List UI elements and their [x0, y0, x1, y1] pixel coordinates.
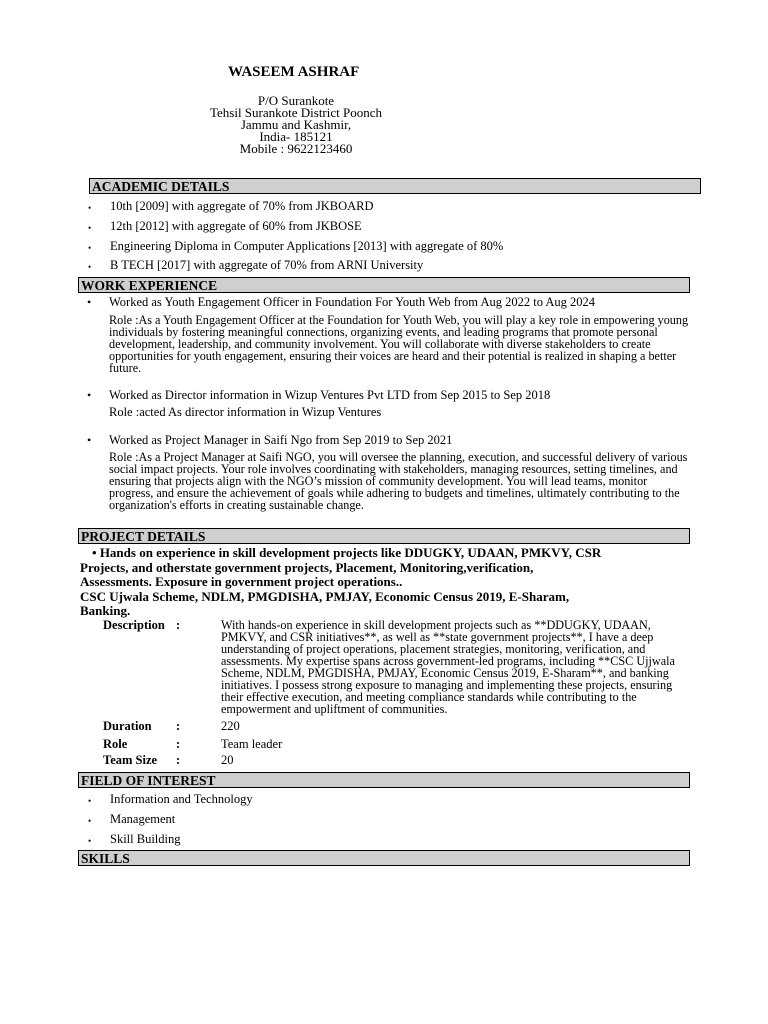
job-role-description: Role :acted As director information in Wizup Ventures: [109, 405, 382, 419]
section-heading-project: PROJECT DETAILS: [78, 528, 690, 544]
project-summary-line: Banking.: [80, 603, 131, 618]
bullet-icon: •: [88, 262, 92, 272]
field-colon: :: [176, 618, 181, 632]
bullet-icon: •: [87, 388, 92, 402]
address-line: Tehsil Surankote District Poonch: [209, 105, 383, 120]
academic-item: 12th [2012] with aggregate of 60% from JKBOSE: [110, 219, 362, 233]
project-description: With hands-on experience in skill development projects such as **DDUGKY, UDAAN, PMKVY, and CSR initiatives**, as well as **state government projects**, I have a deep understanding of project operations, placement strategies, monitoring, verification, and assessments. My expertise spans across government-led programs, including **CSC Ujjwala Scheme, NDLM, PMGDISHA, PMJAY, Economic Census 2019, E-Sharam**, and banking initiatives. I possess strong exposure to managing and implementing these projects, ensuring their effective execution, and meeting compliance standards while contributing to the empowerment and upliftment of communities.: [221, 618, 675, 716]
project-summary-text: Hands on experience in skill development projects like DDUGKY, UDAAN, PMKVY, CSR: [99, 545, 602, 560]
team-size-value: 20: [221, 753, 234, 767]
duration-value: 220: [221, 719, 240, 733]
interest-item: Information and Technology: [110, 792, 253, 806]
address-line: India- 185121: [259, 129, 333, 144]
field-colon: :: [176, 719, 181, 733]
field-colon: :: [176, 753, 181, 767]
job-title: Worked as Project Manager in Saifi Ngo from Sep 2019 to Sep 2021: [109, 433, 453, 447]
bullet-icon: •: [88, 816, 92, 826]
project-summary-line: Projects, and otherstate government projects, Placement, Monitoring,verification,: [80, 559, 534, 575]
candidate-name: WASEEM ASHRAF: [228, 64, 360, 80]
description-label: Description: [103, 618, 165, 632]
project-summary-line: [80, 546, 680, 561]
address-line: Jammu and Kashmir,: [240, 117, 352, 132]
address-line: P/O Surankote: [257, 93, 335, 108]
academic-item: B TECH [2017] with aggregate of 70% from ARNI University: [110, 258, 424, 272]
project-summary: [80, 546, 680, 619]
bullet-icon: •: [88, 243, 92, 253]
job-role-description: Role :As a Project Manager at Saifi NGO, you will oversee the planning, execution, and successful delivery of various social impact projects. Your role involves coordinating with stakeholders, managing resources, setting timelines, and ensuring that projects align with the NGO’s mission of community development. You will lead teams, monitor progress, and ensure the achievement of goals while adhering to budgets and timelines, ultimately contributing to the organization's efforts in creating sustainable change.: [109, 450, 688, 512]
project-summary-line: CSC Ujwala Scheme, NDLM, PMGDISHA, PMJAY, Economic Census 2019, E-Sharam,: [80, 588, 570, 604]
academic-item: Engineering Diploma in Computer Applications [2013] with aggregate of 80%: [110, 239, 504, 253]
interest-item: Skill Building: [110, 832, 181, 846]
job-title: Worked as Director information in Wizup Ventures Pvt LTD from Sep 2015 to Sep 2018: [109, 388, 551, 402]
role-label: Role: [103, 737, 128, 751]
bullet-icon: •: [88, 836, 92, 846]
interest-item: Management: [110, 812, 176, 826]
bullet-icon: •: [88, 796, 92, 806]
academic-item: 10th [2009] with aggregate of 70% from JKBOARD: [110, 199, 374, 213]
project-summary-line: Assessments. Exposure in government project operations..: [80, 574, 403, 589]
section-heading-work: WORK EXPERIENCE: [78, 277, 690, 293]
section-heading-skills: SKILLS: [78, 850, 690, 866]
field-colon: :: [176, 737, 181, 751]
duration-label: Duration: [103, 719, 152, 733]
section-heading-academic: ACADEMIC DETAILS: [89, 178, 701, 194]
role-value: Team leader: [221, 737, 283, 751]
bullet-icon: •: [87, 433, 92, 447]
bullet-icon: •: [87, 295, 92, 309]
job-title: Worked as Youth Engagement Officer in Foundation For Youth Web from Aug 2022 to Aug 2024: [109, 295, 596, 309]
section-heading-interest: FIELD OF INTEREST: [78, 772, 690, 788]
team-size-label: Team Size: [103, 753, 158, 767]
job-role-description: Role :As a Youth Engagement Officer at the Foundation for Youth Web, you will play a key role in empowering young individuals by fostering meaningful connections, organizing events, and leading programs that promote personal development, leadership, and community involvement. You will collaborate with diverse stakeholders to create opportunities for youth engagement, ensuring their voices are heard and their potential is realized in shaping a better future.: [109, 313, 689, 375]
bullet-icon: •: [88, 223, 92, 233]
mobile-line: Mobile : 9622123460: [239, 141, 353, 156]
address-block: [190, 95, 402, 155]
bullet-icon: •: [92, 545, 97, 560]
bullet-icon: •: [88, 203, 92, 213]
